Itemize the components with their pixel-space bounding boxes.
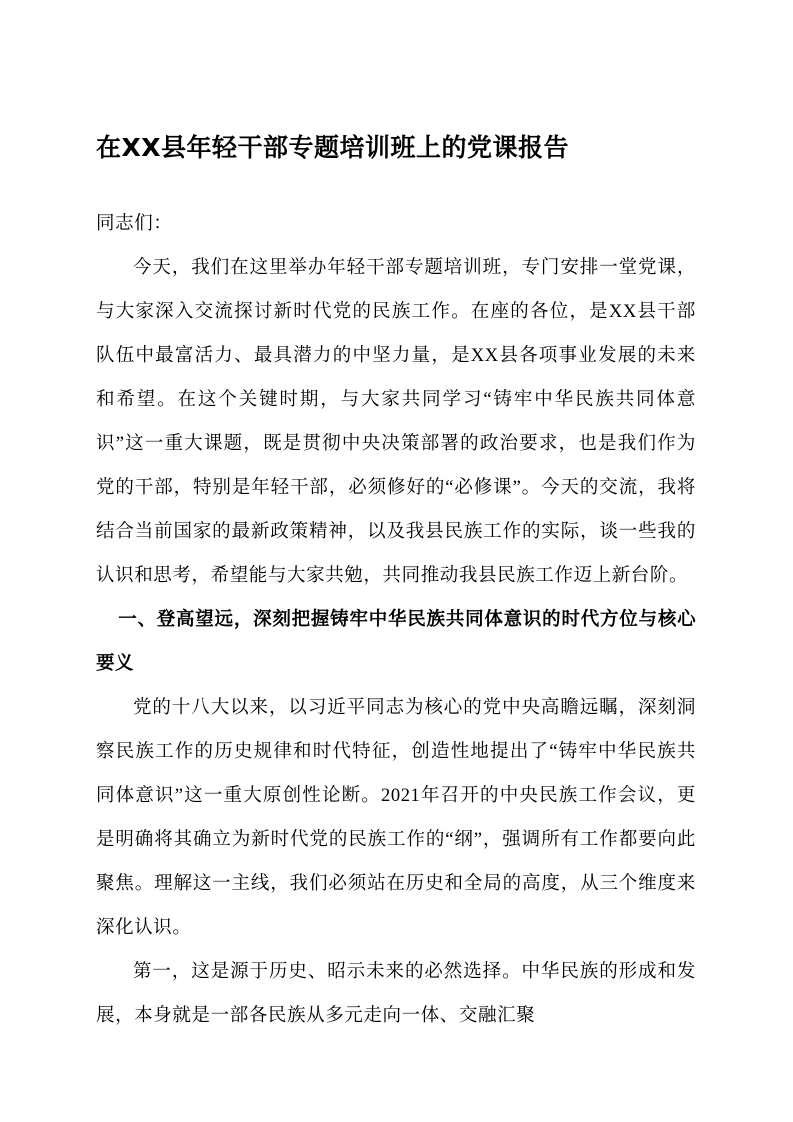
paragraph-3: 第一，这是源于历史、昭示未来的必然选择。中华民族的形成和发展，本身就是一部各民族从多元走向一体、交融汇聚 bbox=[96, 962, 696, 1026]
document-content bbox=[96, 128, 696, 1038]
paragraph-2: 党的十八大以来，以习近平同志为核心的党中央高瞻远瞩，深刻洞察民族工作的历史规律和时代特征，创造性地提出了“铸牢中华民族共同体意识”这一重大原创性论断。2021年召开的中央民族工作会议，更是明确将其确立为新时代党的民族工作的“纲”，强调所有工作都要向此聚焦。理解这一主线，我们必须站在历史和全局的高度，从三个维度来深化认识。 bbox=[96, 698, 696, 938]
paragraph-1: 今天，我们在这里举办年轻干部专题培训班，专门安排一堂党课，与大家深入交流探讨新时代党的民族工作。在座的各位，是XX县干部队伍中最富活力、最具潜力的中坚力量，是XX县各项事业发展的未来和希望。在这个关键时期，与大家共同学习“铸牢中华民族共同体意识”这一重大课题，既是贯彻中央决策部署的政治要求，也是我们作为党的干部，特别是年轻干部，必须修好的“必修课”。今天的交流，我将结合当前国家的最新政策精神，以及我县民族工作的实际，谈一些我的认识和思考，希望能与大家共勉，共同推动我县民族工作迈上新台阶。 bbox=[96, 258, 696, 586]
salutation: 同志们： bbox=[96, 214, 173, 234]
page-title: 在XX县年轻干部专题培训班上的党课报告 bbox=[96, 133, 570, 162]
section-heading-1: 一、登高望远，深刻把握铸牢中华民族共同体意识的时代方位与核心要义 bbox=[96, 609, 696, 674]
